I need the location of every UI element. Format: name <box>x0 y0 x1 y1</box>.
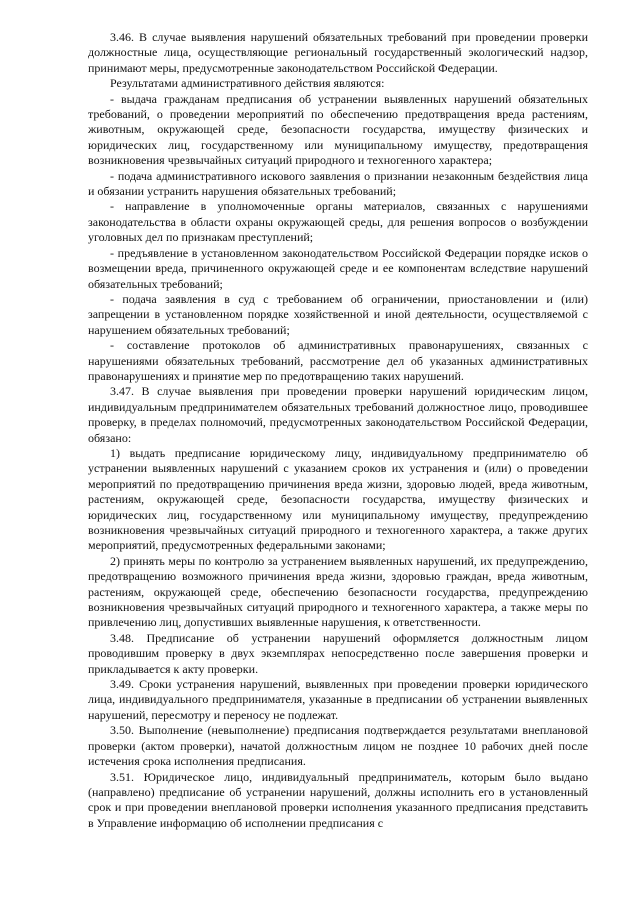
paragraph-results-intro: Результатами административного действия являются: <box>110 76 385 91</box>
paragraph-3-51: 3.51. Юридическое лицо, индивидуальный предприниматель, которым было выдано (направлено) предписание об устранении нарушений, должны исполнить его в установленный срок и при проведении внеплановой проверки исполнения указанного предписания представить в Управление информацию об исполнении предписания с <box>88 769 588 830</box>
paragraph-3-47-item-1: 1) выдать предписание юридическому лицу, индивидуальному предпринимателю об устранении выявленных нарушений с указанием сроков их устранения и (или) о проведении мероприятий по предотвращению причинения вреда жизни, здоровью людей, вреда животным, растениям, окружающей среде, безопасности государства, имуществу физических и юридических лиц, государственному или муниципальному имуществу, предупреждению возникновения чрезвычайных ситуаций природного и техногенного характера, а также других мероприятий, предусмотренных федеральными законами; <box>88 445 588 553</box>
paragraph-result-item-3: - направление в уполномоченные органы материалов, связанных с нарушениями законодательства в области охраны окружающей среды, для решения вопросов о возбуждении уголовных дел по признакам преступлений; <box>88 199 588 245</box>
paragraph-3-49: 3.49. Сроки устранения нарушений, выявленных при проведении проверки юридического лица, индивидуального предпринимателя, указанные в предписании об устранении выявленных нарушений, пересмотру и переносу не подлежат. <box>88 677 588 722</box>
paragraph-3-47-item-2: 2) принять меры по контролю за устранением выявленных нарушений, их предупреждению, предотвращению возможного причинения вреда жизни, здоровью граждан, вреда животным, растениям, окружающей среде, обеспечению безопасности государства, предупреждению возникновения чрезвычайных ситуаций природного и техногенного характера, а также меры по привлечению лиц, допустивших выявленные нарушения, к ответственности. <box>88 553 588 630</box>
paragraph-3-46: 3.46. В случае выявления нарушений обязательных требований при проведении проверки должностные лица, осуществляющие региональный государственный экологический надзор, принимают меры, предусмотренные законодательством Российской Федерации. <box>88 30 588 75</box>
document-page <box>88 30 588 831</box>
paragraph-result-item-6: - составление протоколов об административных правонарушениях, связанных с нарушениями обязательных требований, рассмотрение дел об указанных административных правонарушениях и принятие мер по предотвращению таких нарушений. <box>88 338 588 383</box>
paragraph-result-item-4: - предъявление в установленном законодательством Российской Федерации порядке исков о возмещении вреда, причиненного окружающей среде и ее компонентам вследствие нарушений обязательных требований; <box>88 245 588 291</box>
paragraph-3-47: 3.47. В случае выявления при проведении проверки нарушений юридическим лицом, индивидуальным предпринимателем обязательных требований должностное лицо, проводившее проверку, в пределах полномочий, предусмотренных законодательством Российской Федерации, обязано: <box>88 384 588 445</box>
paragraph-3-50: 3.50. Выполнение (невыполнение) предписания подтверждается результатами внеплановой проверки (актом проверки), начатой должностным лицом не позднее 10 рабочих дней после истечения срока исполнения предписания. <box>88 723 588 769</box>
paragraph-3-48: 3.48. Предписание об устранении нарушений оформляется должностным лицом проводившим проверку в двух экземплярах непосредственно после завершения проверки и прикладывается к акту проверки. <box>88 630 588 676</box>
paragraph-result-item-2: - подача административного искового заявления о признании незаконным бездействия лица и обязании устранить нарушения обязательных требований; <box>88 168 588 199</box>
paragraph-result-item-1: - выдача гражданам предписания об устранении выявленных нарушений обязательных требований, о проведении мероприятий по обеспечению предотвращения вреда растениям, животным, окружающей среде, безопасности государства, имуществу физических и юридических лиц, государственному или муниципальному имуществу, предотвращения возникновения чрезвычайных ситуаций природного и техногенного характера; <box>88 91 588 168</box>
paragraph-result-item-5: - подача заявления в суд с требованием об ограничении, приостановлении и (или) запрещении в установленном порядке хозяйственной и иной деятельности, осуществляемой с нарушением обязательных требований; <box>88 291 588 337</box>
